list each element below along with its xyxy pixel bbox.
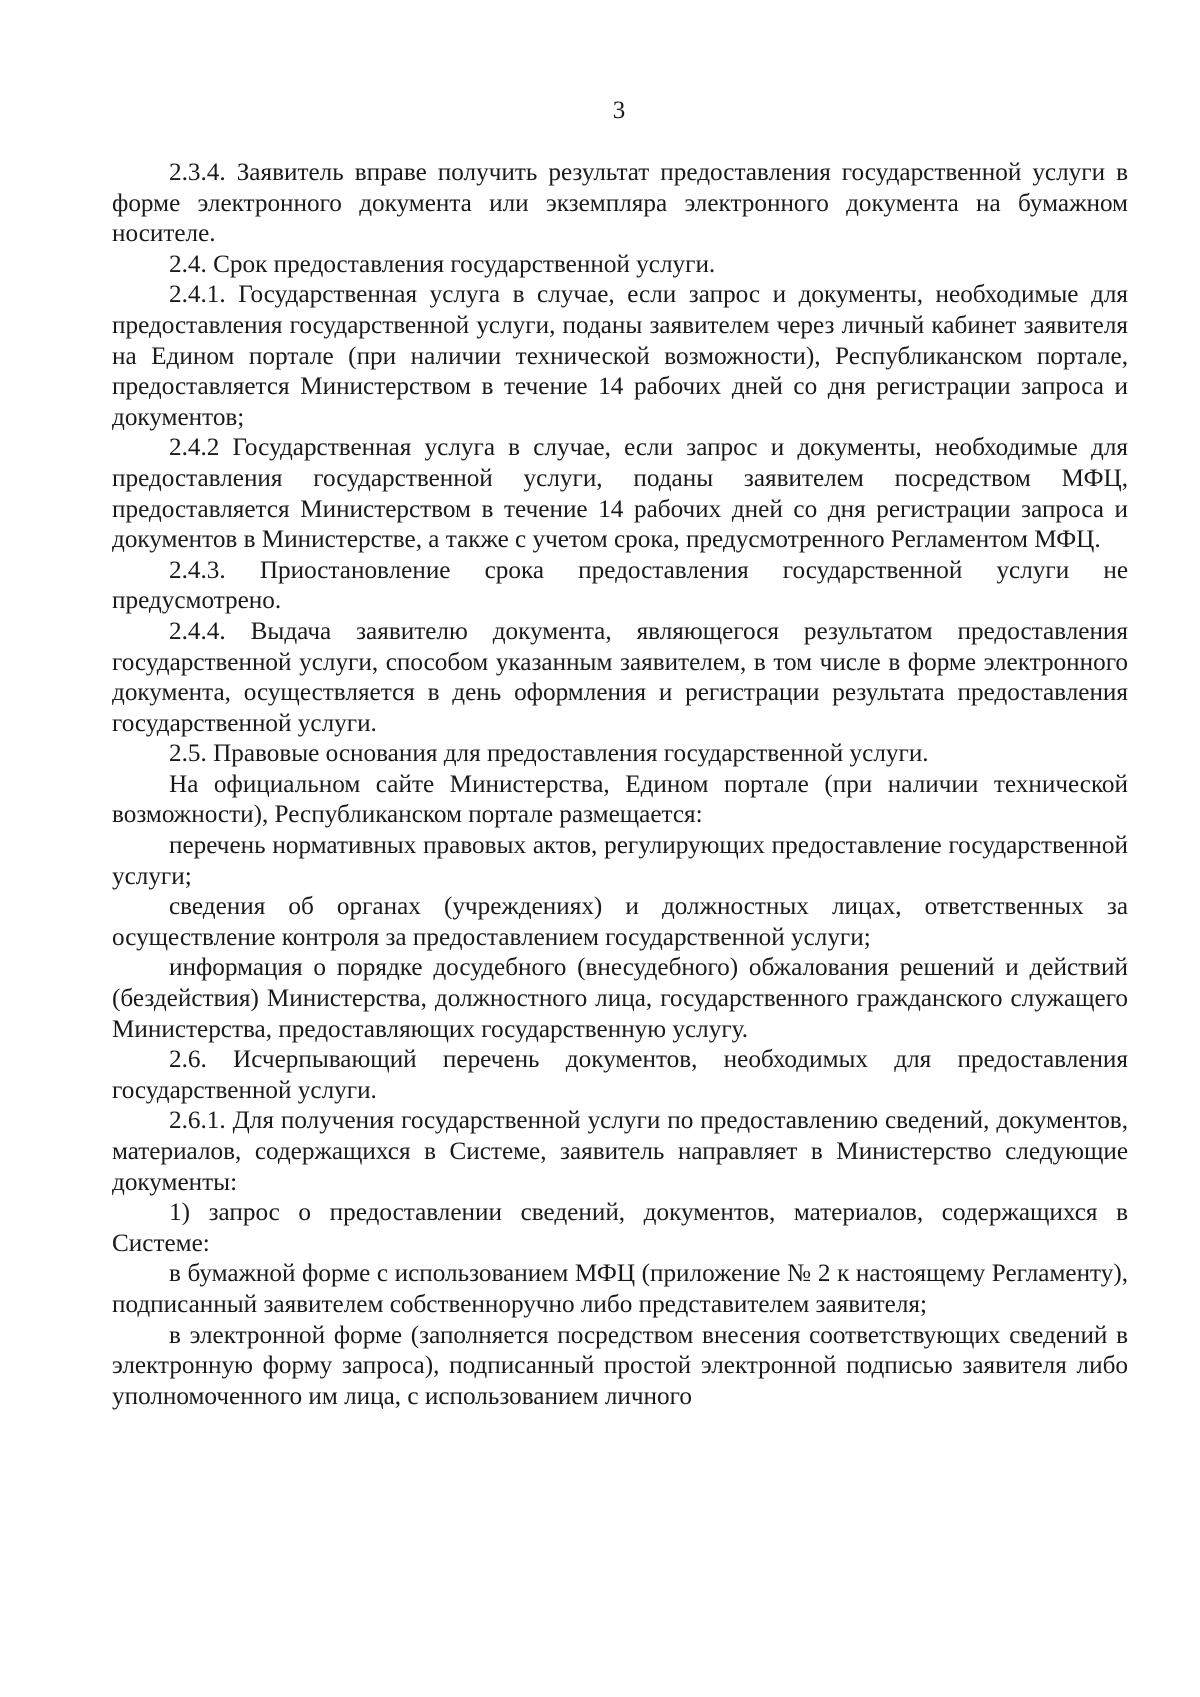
paragraph-list-organs: сведения об органах (учреждениях) и должностных лицах, ответственных за осуществление контроля за предоставлением государственной услуги; xyxy=(112,893,1128,951)
paragraph-2-4-1: 2.4.1. Государственная услуга в случае, если запрос и документы, необходимые для предоставления государственной услуги, поданы заявителем через личный кабинет заявителя на Едином портале (при наличии технической возможности), Республиканском портале, предоставляется Министерством в течение 14 рабочих дней со дня регистрации запроса и документов; xyxy=(112,281,1128,431)
paragraph-2-6-1: 2.6.1. Для получения государственной услуги по предоставлению сведений, документов, материалов, содержащихся в Системе, заявитель направляет в Министерство следующие документы: xyxy=(112,1107,1128,1196)
paragraph-2-3-4: 2.3.4. Заявитель вправе получить результат предоставления государственной услуги в форме электронного документа или экземпляра электронного документа на бумажном носителе. xyxy=(112,159,1128,248)
paragraph-paper-form: в бумажной форме с использованием МФЦ (приложение № 2 к настоящему Регламенту), подписанный заявителем собственноручно либо представителем заявителя; xyxy=(112,1260,1128,1318)
paragraph-2-6: 2.6. Исчерпывающий перечень документов, необходимых для предоставления государственной услуги. xyxy=(112,1046,1128,1104)
paragraph-2-4-4: 2.4.4. Выдача заявителю документа, являющегося результатом предоставления государственной услуги, способом указанным заявителем, в том числе в форме электронного документа, осуществляется в день оформления и регистрации результата предоставления государственной услуги. xyxy=(112,617,1128,737)
paragraph-list-acts: перечень нормативных правовых актов, регулирующих предоставление государственной услуги; xyxy=(112,832,1128,890)
document-body xyxy=(112,158,1128,1412)
paragraph-official-site: На официальном сайте Министерства, Едином портале (при наличии технической возможности), Республиканском портале размещается: xyxy=(112,770,1128,829)
paragraph-2-5: 2.5. Правовые основания для предоставления государственной услуги. xyxy=(169,740,929,768)
paragraph-2-4-2: 2.4.2 Государственная услуга в случае, если запрос и документы, необходимые для предоставления государственной услуги, поданы заявителем посредством МФЦ, предоставляется Министерством в течение 14 рабочих дней со дня регистрации запроса и документов в Министерстве, а также с учетом срока, предусмотренного Регламентом МФЦ. xyxy=(112,434,1128,554)
page-number: 3 xyxy=(612,97,626,124)
paragraph-item-1: 1) запрос о предоставлении сведений, документов, материалов, содержащихся в Системе: xyxy=(112,1199,1128,1257)
paragraph-list-appeal: информация о порядке досудебного (внесудебного) обжалования решений и действий (бездействия) Министерства, должностного лица, государственного гражданского служащего Министерства, предоставляющих государственную услугу. xyxy=(112,954,1128,1043)
paragraph-2-4: 2.4. Срок предоставления государственной услуги. xyxy=(169,250,716,278)
paragraph-electronic-form: в электронной форме (заполняется посредством внесения соответствующих сведений в электронную форму запроса), подписанный простой электронной подписью заявителя либо уполномоченного им лица, с использованием личного xyxy=(112,1321,1128,1410)
paragraph-2-4-3: 2.4.3. Приостановление срока предоставления государственной услуги не предусмотрено. xyxy=(112,556,1128,615)
